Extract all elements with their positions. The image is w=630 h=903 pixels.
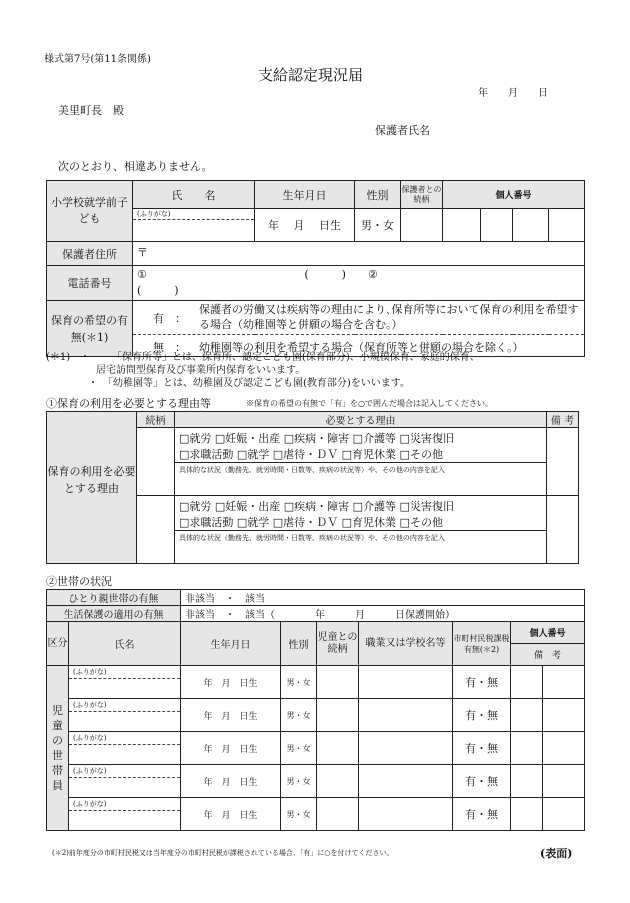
form-number: 様式第7号(第11条関係) bbox=[44, 54, 151, 65]
hh-mynumber-header: 個人番号 bbox=[511, 622, 585, 644]
hope-yes-text: 保護者の労働又は疾病等の理由により､保育所等において保育の利用を希望する場合（幼稚園等と併願の場合を含む｡） bbox=[199, 303, 579, 331]
member-occupation[interactable] bbox=[359, 798, 453, 831]
mynumber-col-header: 個人番号 bbox=[443, 181, 585, 209]
reason-relation-field-1[interactable] bbox=[137, 428, 175, 496]
member-gender[interactable]: 男・女 bbox=[281, 798, 317, 831]
footnote-2: (＊2)前年度分の市町村民税又は当年度分の市町村民税が課税されている場合、「有」に○を付けてください。 bbox=[52, 849, 394, 857]
member-furigana: (ふりがな) bbox=[73, 668, 107, 676]
member-gender[interactable]: 男・女 bbox=[281, 732, 317, 765]
welfare-label: 生活保護の適用の有無 bbox=[47, 606, 181, 622]
date-line[interactable]: 年 月 日 bbox=[478, 88, 548, 99]
member-dob[interactable]: 年 月 日生 bbox=[181, 732, 281, 765]
mynumber-box-3[interactable] bbox=[513, 209, 549, 242]
section1-note: ※保育の希望の有無で「有」を○で囲んだ場合は記入してください。 bbox=[246, 399, 493, 408]
reason-row-label: 保育の利用を必要とする理由 bbox=[47, 465, 136, 495]
addressee: 美里町長 殿 bbox=[58, 104, 124, 117]
phone-label: 電話番号 bbox=[47, 266, 133, 301]
member-dob[interactable]: 年 月 日生 bbox=[181, 798, 281, 831]
child-label: 小学校就学前子ども bbox=[47, 181, 133, 242]
note1-line1: 「保育所等」とは、保育所、認定こども園(保育部分)、小規模保育、家庭的保育、 bbox=[112, 352, 480, 363]
reason-line1[interactable]: □就労 □妊娠・出産 □疾病・障害 □介護等 □災害復旧 bbox=[179, 500, 454, 513]
member-gender[interactable]: 男・女 bbox=[281, 666, 317, 699]
member-tax[interactable]: 有・無 bbox=[453, 666, 511, 699]
welfare-field[interactable]: 非該当 ・ 該当（ 年 月 日保護開始） bbox=[181, 606, 585, 622]
child-info-table bbox=[46, 180, 585, 357]
hope-label: 保育の希望の有無(＊1) bbox=[47, 301, 133, 357]
occupation-header: 職業又は学校名等 bbox=[359, 622, 453, 666]
member-mynumber-2[interactable] bbox=[543, 798, 585, 831]
member-tax[interactable]: 有・無 bbox=[453, 732, 511, 765]
member-name-cell[interactable] bbox=[69, 765, 181, 798]
single-parent-field[interactable]: 非該当 ・ 該当 bbox=[181, 590, 585, 606]
tax-header: 市町村民税課税有無(＊2) bbox=[453, 622, 511, 666]
reason-remarks-header: 備 考 bbox=[547, 412, 579, 428]
child-name-field[interactable] bbox=[133, 220, 255, 242]
member-occupation[interactable] bbox=[359, 732, 453, 765]
member-mynumber-1[interactable] bbox=[511, 798, 543, 831]
member-name-cell[interactable] bbox=[69, 798, 181, 831]
reason-relation-header: 続柄 bbox=[137, 412, 175, 428]
dob-col-header: 生年月日 bbox=[255, 181, 355, 209]
intro-text: 次のとおり、相違ありません。 bbox=[58, 160, 213, 173]
member-furigana: (ふりがな) bbox=[73, 767, 107, 775]
relation-header: 児童との続柄 bbox=[317, 622, 359, 666]
hope-yes-row[interactable] bbox=[133, 301, 585, 335]
household-summary-table bbox=[46, 589, 585, 622]
gender-col-header: 性別 bbox=[355, 181, 401, 209]
member-furigana: (ふりがな) bbox=[73, 734, 107, 742]
member-mynumber-2[interactable] bbox=[543, 732, 585, 765]
reason-detail-note: 具体的な状況（勤務先、就労時間・日数等、疾病の状況等）や、その他の内容を記入 bbox=[179, 466, 445, 474]
member-gender[interactable]: 男・女 bbox=[281, 699, 317, 732]
reason-relation-field-2[interactable] bbox=[137, 496, 175, 564]
hope-yes-label: 有 ： bbox=[153, 312, 186, 325]
note1-line3: ・ 「幼稚園等」とは、幼稚園及び認定こども園(教育部分)をいいます。 bbox=[88, 378, 411, 389]
category-header: 区分 bbox=[47, 622, 69, 666]
mynumber-box-1[interactable] bbox=[443, 209, 481, 242]
member-name-cell[interactable] bbox=[69, 699, 181, 732]
dob-header: 生年月日 bbox=[181, 622, 281, 666]
furigana-field[interactable]: (ふりがな) bbox=[133, 209, 255, 220]
gender-header: 性別 bbox=[281, 622, 317, 666]
member-name-cell[interactable] bbox=[69, 666, 181, 699]
member-mynumber-1[interactable] bbox=[511, 765, 543, 798]
reason-checkboxes-2[interactable] bbox=[175, 496, 547, 564]
reason-line2[interactable]: □求職活動 □就学 □虐待・ＤＶ □育児休業 □その他 bbox=[179, 448, 443, 461]
member-occupation[interactable] bbox=[359, 666, 453, 699]
reason-col-header: 必要とする理由 bbox=[175, 412, 547, 428]
member-relation[interactable] bbox=[317, 666, 359, 699]
note1-mark: (＊1) ・ bbox=[46, 352, 91, 363]
child-gender-field[interactable]: 男・女 bbox=[355, 209, 401, 242]
member-dob[interactable]: 年 月 日生 bbox=[181, 666, 281, 699]
reason-detail-note: 具体的な状況（勤務先、就労時間・日数等、疾病の状況等）や、その他の内容を記入 bbox=[179, 534, 445, 542]
page-title: 支給認定現況届 bbox=[258, 66, 364, 84]
member-mynumber-2[interactable] bbox=[543, 765, 585, 798]
member-gender[interactable]: 男・女 bbox=[281, 765, 317, 798]
address-field[interactable]: 〒 bbox=[133, 242, 585, 266]
name-col-header: 氏 名 bbox=[133, 181, 255, 209]
page-side-label: (表面) bbox=[540, 847, 573, 860]
member-mynumber-1[interactable] bbox=[511, 699, 543, 732]
household-table bbox=[46, 621, 585, 831]
member-tax[interactable]: 有・無 bbox=[453, 699, 511, 732]
section1-title: ①保育の利用を必要とする理由等 bbox=[46, 397, 211, 410]
guardian-name-label: 保護者氏名 bbox=[375, 124, 430, 137]
reason-line1[interactable]: □就労 □妊娠・出産 □疾病・障害 □介護等 □災害復旧 bbox=[179, 432, 454, 445]
household-side-label: 児童の世帯員 bbox=[47, 666, 69, 831]
member-occupation[interactable] bbox=[359, 699, 453, 732]
name-header: 氏名 bbox=[69, 622, 181, 666]
reason-line2[interactable]: □求職活動 □就学 □虐待・ＤＶ □育児休業 □その他 bbox=[179, 516, 443, 529]
address-label: 保護者住所 bbox=[47, 242, 133, 266]
section2-title: ②世帯の状況 bbox=[46, 575, 112, 588]
member-tax[interactable]: 有・無 bbox=[453, 798, 511, 831]
reason-remarks-field-2[interactable] bbox=[547, 496, 579, 564]
note1-line2: 居宅訪問型保育及び事業所内保育をいいます。 bbox=[96, 365, 306, 376]
reason-remarks-field-1[interactable] bbox=[547, 428, 579, 496]
member-mynumber-2[interactable] bbox=[543, 666, 585, 699]
hope-no-text: 幼稚園等の利用を希望する場合（保育所等と併願の場合を除く｡） bbox=[199, 341, 524, 354]
member-relation[interactable] bbox=[317, 798, 359, 831]
mynumber-box-4[interactable] bbox=[549, 209, 585, 242]
member-mynumber-1[interactable] bbox=[511, 732, 543, 765]
member-mynumber-2[interactable] bbox=[543, 699, 585, 732]
child-dob-field[interactable]: 年 月 日生 bbox=[255, 209, 355, 242]
member-relation[interactable] bbox=[317, 765, 359, 798]
member-relation[interactable] bbox=[317, 732, 359, 765]
member-furigana: (ふりがな) bbox=[73, 701, 107, 709]
mynumber-box-2[interactable] bbox=[481, 209, 513, 242]
child-relation-field[interactable] bbox=[401, 209, 443, 242]
reason-checkboxes-1[interactable] bbox=[175, 428, 547, 496]
hh-remarks-header: 備 考 bbox=[511, 644, 585, 666]
member-mynumber-1[interactable] bbox=[511, 666, 543, 699]
member-relation[interactable] bbox=[317, 699, 359, 732]
member-name-cell[interactable] bbox=[69, 732, 181, 765]
member-dob[interactable]: 年 月 日生 bbox=[181, 765, 281, 798]
single-parent-label: ひとり親世帯の有無 bbox=[47, 590, 181, 606]
member-furigana: (ふりがな) bbox=[73, 800, 107, 808]
phone-field[interactable]: ① ( ) ② ( ) bbox=[133, 266, 585, 301]
member-dob[interactable]: 年 月 日生 bbox=[181, 699, 281, 732]
member-occupation[interactable] bbox=[359, 765, 453, 798]
hope-no-label: 無 ： bbox=[153, 341, 186, 354]
member-tax[interactable]: 有・無 bbox=[453, 765, 511, 798]
relation-col-header: 保護者との続柄 bbox=[401, 181, 443, 209]
